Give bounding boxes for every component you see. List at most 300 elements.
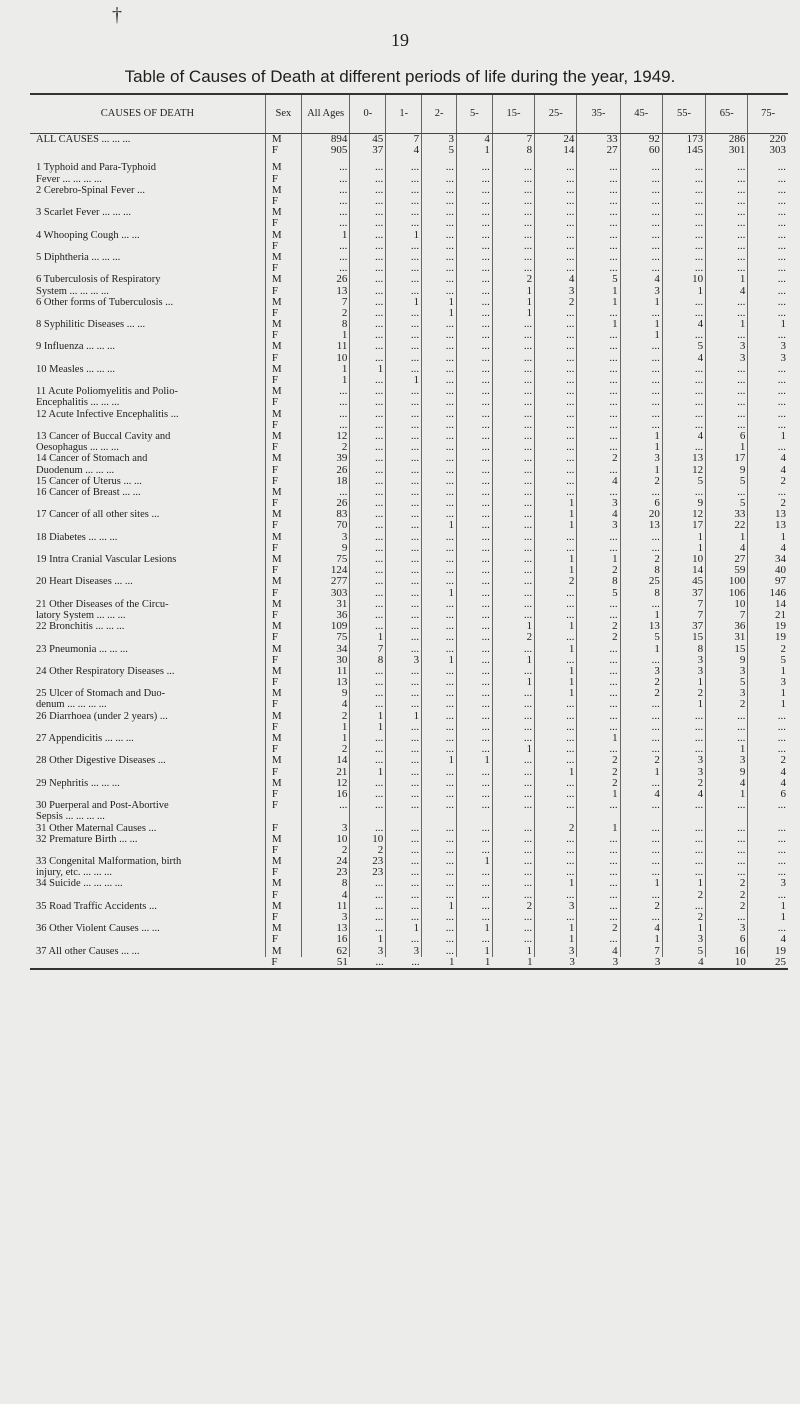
cause-cell	[30, 677, 265, 688]
sex-cell: F	[265, 867, 301, 878]
sex-cell: M	[265, 134, 301, 146]
count-cell: 2	[620, 901, 662, 912]
count-cell: ...	[386, 643, 422, 654]
table-row	[30, 397, 788, 408]
count-cell: ...	[422, 834, 457, 845]
count-cell: ...	[386, 576, 422, 587]
count-cell: 70	[301, 520, 350, 531]
count-cell: ...	[662, 722, 705, 733]
count-cell: ...	[577, 912, 620, 923]
count-cell: ...	[456, 632, 492, 643]
count-cell: 25	[775, 956, 786, 968]
sex-cell: F	[265, 174, 301, 185]
count-cell: ...	[706, 174, 748, 185]
table-row	[30, 800, 788, 811]
count-cell: ...	[535, 476, 577, 487]
count-cell: ...	[706, 834, 748, 845]
cause-cell	[30, 353, 265, 364]
count-cell: ...	[535, 778, 577, 789]
count-cell: ...	[620, 845, 662, 856]
count-cell: ...	[492, 230, 534, 241]
count-cell: 1	[535, 677, 577, 688]
cause-cell: 34 Suicide ... ... ... ...	[30, 878, 265, 889]
count-cell: 3	[386, 946, 422, 957]
count-cell: 2	[780, 498, 786, 510]
cause-cell	[30, 330, 265, 341]
count-cell: 1	[577, 822, 620, 833]
count-cell: 1	[780, 699, 786, 711]
header-row	[30, 94, 788, 134]
count-cell: 6	[620, 498, 662, 509]
table-row	[30, 655, 788, 666]
count-cell: ...	[350, 699, 386, 710]
count-cell	[577, 811, 620, 822]
count-cell: ...	[422, 599, 457, 610]
count-cell: 2	[301, 744, 350, 755]
count-cell: 4	[780, 453, 786, 465]
count-cell: ...	[492, 666, 534, 677]
count-cell: ...	[620, 185, 662, 196]
count-cell: 3	[535, 285, 577, 296]
count-cell: 8	[350, 655, 386, 666]
count-cell: ...	[350, 621, 386, 632]
count-cell: ...	[350, 274, 386, 285]
count-cell: ...	[350, 285, 386, 296]
count-cell: ...	[777, 732, 786, 745]
count-cell: 1	[780, 900, 786, 912]
count-cell: 1	[350, 934, 386, 945]
count-cell: 5	[422, 145, 457, 156]
count-cell: ...	[662, 386, 705, 397]
sex-cell: F	[265, 934, 301, 945]
page-number: 19	[391, 30, 409, 50]
count-cell: ...	[535, 834, 577, 845]
count-cell: ...	[386, 878, 422, 889]
count-cell: ...	[386, 688, 422, 699]
count-cell: ...	[777, 363, 786, 375]
sex-cell: M	[265, 923, 301, 934]
count-cell: 34	[775, 553, 786, 566]
sex-cell: F	[265, 285, 301, 296]
count-cell: ...	[301, 241, 350, 252]
count-cell: 10	[301, 834, 350, 845]
count-cell: ...	[706, 162, 748, 173]
count-cell: ...	[386, 252, 422, 263]
sex-cell: M	[265, 778, 301, 789]
count-cell: 2	[780, 475, 786, 487]
cause-cell: 16 Cancer of Breast ... ...	[30, 487, 265, 498]
count-cell: ...	[456, 442, 492, 453]
count-cell: ...	[662, 252, 705, 263]
count-cell: ...	[386, 319, 422, 330]
count-cell: ...	[535, 789, 577, 800]
count-cell: 3	[706, 755, 748, 766]
count-cell: ...	[422, 576, 457, 587]
count-cell: ...	[456, 420, 492, 431]
count-cell: ...	[535, 912, 577, 923]
count-cell: ...	[386, 196, 422, 207]
column-header: 25-	[535, 94, 577, 134]
count-cell: 1	[577, 319, 620, 330]
count-cell: 21	[301, 767, 350, 778]
table-row	[30, 588, 788, 599]
count-cell: 21	[775, 609, 786, 621]
count-cell: ...	[456, 375, 492, 386]
count-cell: 3	[780, 677, 786, 689]
column-header: 55-	[662, 94, 705, 134]
count-cell: 8	[620, 565, 662, 576]
sex-cell: F	[265, 800, 301, 811]
sex-cell: M	[265, 431, 301, 442]
sex-cell: F	[265, 822, 301, 833]
count-cell: ...	[386, 778, 422, 789]
count-cell: 18	[301, 476, 350, 487]
count-cell: 13	[662, 453, 705, 464]
count-cell: ...	[350, 185, 386, 196]
table-row	[30, 878, 788, 889]
cause-cell: 32 Premature Birth ... ...	[30, 834, 265, 845]
sex-cell: F	[265, 397, 301, 408]
sex-cell: M	[265, 834, 301, 845]
count-cell	[748, 811, 788, 822]
count-cell: 301	[706, 145, 748, 156]
count-cell: 1	[535, 688, 577, 699]
count-cell: ...	[620, 890, 662, 901]
count-cell: ...	[535, 330, 577, 341]
count-cell: 1	[780, 531, 786, 543]
count-cell: ...	[422, 330, 457, 341]
count-cell: 37	[662, 588, 705, 599]
count-cell: 3	[620, 666, 662, 677]
count-cell: 16	[706, 946, 748, 957]
cause-cell: 35 Road Traffic Accidents ...	[30, 901, 265, 912]
count-cell: 1	[780, 430, 786, 442]
count-cell: ...	[422, 442, 457, 453]
count-cell: ...	[706, 711, 748, 722]
count-cell: ...	[535, 699, 577, 710]
count-cell: ...	[386, 733, 422, 744]
count-cell: ...	[422, 688, 457, 699]
count-cell: ...	[777, 296, 786, 308]
count-cell: ...	[422, 621, 457, 632]
count-cell: ...	[577, 599, 620, 610]
count-cell: ...	[706, 207, 748, 218]
count-cell: 100	[706, 576, 748, 587]
count-cell: ...	[492, 162, 534, 173]
table-row	[30, 498, 788, 509]
count-cell: 3	[706, 923, 748, 934]
count-cell: ...	[422, 711, 457, 722]
count-cell: ...	[492, 834, 534, 845]
count-cell: ...	[777, 207, 786, 219]
count-cell: ...	[350, 912, 386, 923]
count-cell: ...	[492, 487, 534, 498]
sex-cell: M	[265, 878, 301, 889]
count-cell: ...	[577, 543, 620, 554]
count-cell: ...	[535, 442, 577, 453]
count-cell: 2	[535, 297, 577, 308]
count-cell: 1	[535, 878, 577, 889]
count-cell: 26	[301, 498, 350, 509]
count-cell: ...	[350, 420, 386, 431]
sex-cell: F	[265, 464, 301, 475]
count-cell: 83	[301, 509, 350, 520]
count-cell: ...	[350, 520, 386, 531]
count-cell: ...	[422, 543, 457, 554]
count-cell: ...	[350, 207, 386, 218]
count-cell: ...	[662, 174, 705, 185]
count-cell: ...	[706, 867, 748, 878]
count-cell: 2	[577, 778, 620, 789]
count-cell: 3	[301, 912, 350, 923]
count-cell: ...	[422, 230, 457, 241]
count-cell: 1	[492, 285, 534, 296]
count-cell: 3	[301, 822, 350, 833]
count-cell: ...	[350, 599, 386, 610]
count-cell: 4	[706, 778, 748, 789]
sex-cell: M	[265, 341, 301, 352]
count-cell: ...	[386, 185, 422, 196]
count-cell: 1	[706, 442, 748, 453]
count-cell: 27	[577, 145, 620, 156]
count-cell: ...	[577, 353, 620, 364]
count-cell: 1	[780, 319, 786, 331]
count-cell: ...	[350, 498, 386, 509]
count-cell: ...	[535, 319, 577, 330]
count-cell: ...	[662, 162, 705, 173]
count-cell: ...	[456, 252, 492, 263]
count-cell: 1	[706, 744, 748, 755]
count-cell: 8	[301, 878, 350, 889]
count-cell: ...	[422, 532, 457, 543]
sex-cell: M	[265, 274, 301, 285]
count-cell: ...	[456, 364, 492, 375]
count-cell: ...	[777, 867, 786, 879]
count-cell: ...	[620, 174, 662, 185]
count-cell: ...	[662, 901, 705, 912]
count-cell: ...	[350, 308, 386, 319]
table-row	[30, 923, 788, 934]
count-cell: ...	[706, 185, 748, 196]
cause-cell	[30, 845, 265, 856]
count-cell: 1	[535, 565, 577, 576]
sex-cell: F	[265, 767, 301, 778]
count-cell: ...	[706, 241, 748, 252]
count-cell: ...	[350, 397, 386, 408]
count-cell: 1	[386, 230, 422, 241]
count-cell: ...	[456, 733, 492, 744]
count-cell: ...	[422, 185, 457, 196]
count-cell: ...	[386, 263, 422, 274]
table-row	[30, 420, 788, 431]
cause-cell: 6 Tuberculosis of Respiratory	[30, 274, 265, 285]
sex-cell: M	[265, 386, 301, 397]
count-cell: 1	[620, 330, 662, 341]
count-cell: 3	[706, 341, 748, 352]
count-cell: ...	[422, 386, 457, 397]
cause-cell: 11 Acute Poliomyelitis and Polio-	[30, 386, 265, 397]
cause-cell	[30, 632, 265, 643]
count-cell: 3	[422, 134, 457, 146]
cause-cell: latory System ... ... ...	[30, 610, 265, 621]
count-cell: ...	[386, 867, 422, 878]
count-cell: ...	[577, 867, 620, 878]
count-cell: 6	[780, 788, 786, 800]
count-cell: 11	[301, 341, 350, 352]
count-cell: ...	[777, 195, 786, 208]
count-cell: 13	[620, 621, 662, 632]
count-cell: ...	[577, 230, 620, 241]
cause-cell: ALL CAUSES ... ... ...	[30, 134, 265, 146]
count-cell: ...	[777, 800, 786, 812]
count-cell: ...	[577, 364, 620, 375]
table-row	[30, 834, 788, 845]
count-cell: ...	[456, 386, 492, 397]
count-cell: ...	[422, 218, 457, 229]
count-cell: ...	[492, 688, 534, 699]
table-row	[30, 185, 788, 196]
count-cell: ...	[386, 353, 422, 364]
count-cell: ...	[456, 409, 492, 420]
count-cell: 4	[620, 274, 662, 285]
count-cell: 1	[350, 767, 386, 778]
count-cell: ...	[386, 565, 422, 576]
count-cell: ...	[456, 621, 492, 632]
table-row	[30, 957, 788, 969]
count-cell: ...	[350, 688, 386, 699]
table-row	[30, 134, 788, 146]
count-cell: ...	[422, 856, 457, 867]
cause-cell: 20 Heart Diseases ... ...	[30, 576, 265, 587]
count-cell: ...	[456, 308, 492, 319]
cause-cell: 22 Bronchitis ... ... ...	[30, 621, 265, 632]
count-cell: ...	[620, 834, 662, 845]
sex-cell: M	[265, 599, 301, 610]
count-cell: ...	[456, 341, 492, 352]
cause-cell: 12 Acute Infective Encephalitis ...	[30, 409, 265, 420]
count-cell: ...	[662, 845, 705, 856]
count-cell: ...	[492, 252, 534, 263]
count-cell: 1	[386, 711, 422, 722]
count-cell: ...	[350, 476, 386, 487]
count-cell: ...	[350, 778, 386, 789]
count-cell: 1	[492, 297, 534, 308]
count-cell: 1	[620, 297, 662, 308]
count-cell: ...	[577, 464, 620, 475]
count-cell: ...	[386, 386, 422, 397]
count-cell: ...	[350, 733, 386, 744]
count-cell: ...	[386, 487, 422, 498]
table-row	[30, 308, 788, 319]
count-cell: ...	[535, 196, 577, 207]
count-cell: ...	[456, 520, 492, 531]
count-cell: ...	[777, 923, 786, 935]
cause-cell: 10 Measles ... ... ...	[30, 364, 265, 375]
count-cell: ...	[777, 374, 786, 387]
count-cell: ...	[492, 890, 534, 901]
count-cell: 40	[775, 565, 786, 577]
count-cell: ...	[422, 878, 457, 889]
count-cell: ...	[386, 241, 422, 252]
sex-cell: F	[265, 476, 301, 487]
count-cell: 25	[620, 576, 662, 587]
count-cell: ...	[577, 442, 620, 453]
count-cell: 2	[577, 453, 620, 464]
count-cell: 3	[535, 946, 577, 957]
count-cell: ...	[662, 241, 705, 252]
count-cell: ...	[492, 520, 534, 531]
count-cell: ...	[422, 643, 457, 654]
column-header: 35-	[577, 94, 620, 134]
table-row	[30, 912, 788, 923]
cause-cell	[30, 145, 265, 156]
count-cell: ...	[456, 353, 492, 364]
cause-cell: 31 Other Maternal Causes ...	[30, 822, 265, 833]
count-cell: ...	[535, 588, 577, 599]
count-cell: ...	[422, 610, 457, 621]
count-cell: ...	[386, 822, 422, 833]
count-cell: 6	[706, 431, 748, 442]
count-cell: ...	[350, 576, 386, 587]
count-cell: 2	[301, 711, 350, 722]
cause-cell: 9 Influenza ... ... ...	[30, 341, 265, 352]
count-cell: ...	[620, 375, 662, 386]
count-cell: ...	[706, 409, 748, 420]
count-cell: ...	[456, 688, 492, 699]
count-cell: 1	[577, 554, 620, 565]
count-cell: ...	[375, 956, 384, 968]
count-cell: 26	[301, 464, 350, 475]
count-cell: 2	[620, 677, 662, 688]
count-cell: 3	[301, 532, 350, 543]
count-cell: ...	[620, 487, 662, 498]
count-cell: 3	[535, 901, 577, 912]
table-row	[30, 409, 788, 420]
count-cell: ...	[456, 207, 492, 218]
count-cell: ...	[386, 789, 422, 800]
count-cell: 1	[422, 901, 457, 912]
count-cell: ...	[350, 196, 386, 207]
count-cell: 220	[769, 133, 786, 146]
count-cell: ...	[662, 442, 705, 453]
sex-cell: F	[265, 789, 301, 800]
count-cell: 11	[301, 666, 350, 677]
count-cell: ...	[456, 576, 492, 587]
count-cell: 10	[350, 834, 386, 845]
count-cell: 1	[535, 666, 577, 677]
table-row	[30, 319, 788, 330]
count-cell: ...	[456, 431, 492, 442]
count-cell: ...	[422, 946, 457, 957]
count-cell: ...	[577, 252, 620, 263]
count-cell: ...	[777, 889, 786, 901]
count-cell: 17	[706, 453, 748, 464]
count-cell: 5	[780, 654, 786, 666]
count-cell: ...	[777, 240, 786, 252]
count-cell: 3	[662, 934, 705, 945]
cause-cell: 29 Nephritis ... ... ...	[30, 778, 265, 789]
count-cell: ...	[662, 409, 705, 420]
count-cell: ...	[620, 196, 662, 207]
count-cell: 2	[535, 576, 577, 587]
table-row	[30, 520, 788, 531]
sex-cell: F	[271, 956, 278, 968]
sex-cell: M	[265, 230, 301, 241]
count-cell: ...	[422, 375, 457, 386]
sex-cell: F	[265, 890, 301, 901]
count-cell: ...	[620, 230, 662, 241]
count-cell: ...	[662, 487, 705, 498]
